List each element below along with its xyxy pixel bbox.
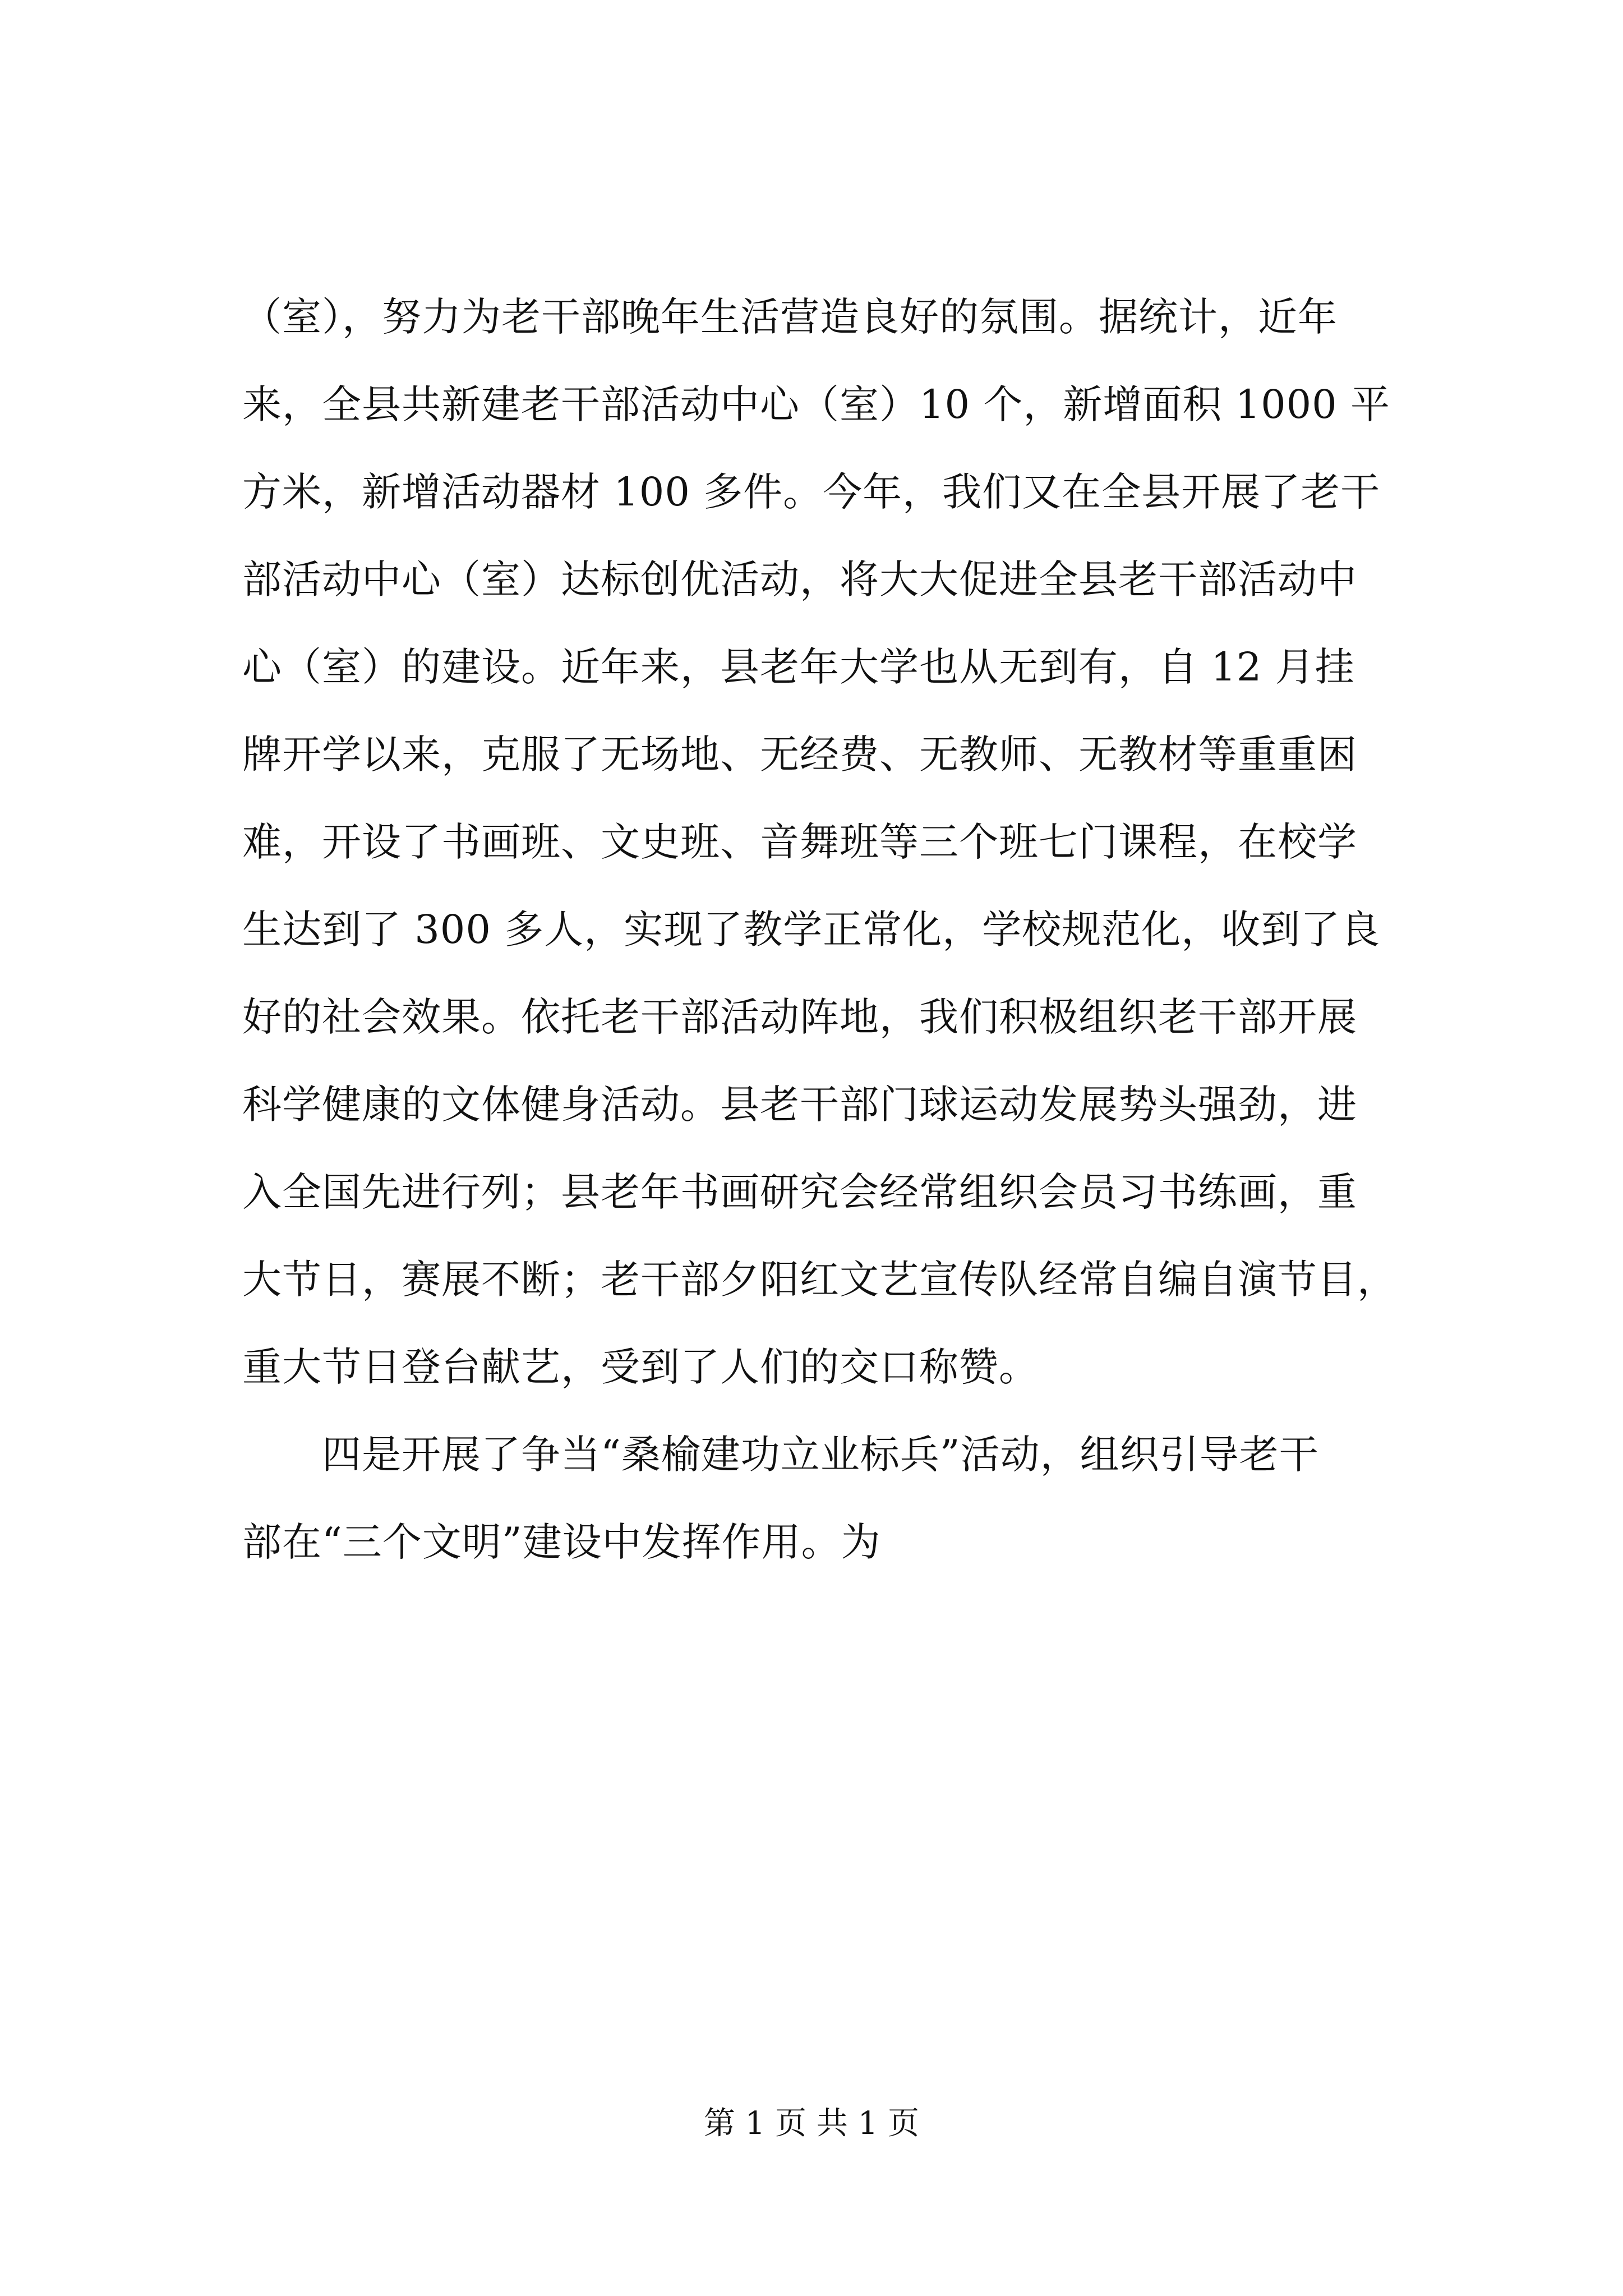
text-line: （室），努力为老干部晚年生活营造良好的氛围。据统计，近年 bbox=[242, 294, 1338, 340]
document-body bbox=[242, 294, 1442, 1610]
text-line: 心（室）的建设。近年来，县老年大学也从无到有，自 12 月挂 bbox=[242, 644, 1355, 690]
text-line: 重大节日登台献艺，受到了人们的交口称赞。 bbox=[242, 1344, 1039, 1390]
text-line: 难，开设了书画班、文史班、音舞班等三个班七门课程，在校学 bbox=[242, 819, 1357, 865]
text-line: 来，全县共新建老干部活动中心（室）10 个，新增面积 1000 平 bbox=[242, 381, 1390, 427]
text-line: 大节日，赛展不断；老干部夕阳红文艺宣传队经常自编自演节目， bbox=[242, 1257, 1397, 1303]
page-number-footer: 第 1 页 共 1 页 bbox=[703, 2105, 920, 2142]
text-line: 牌开学以来，克服了无场地、无经费、无教师、无教材等重重困 bbox=[242, 731, 1357, 777]
text-line: 好的社会效果。依托老干部活动阵地，我们积极组织老干部开展 bbox=[242, 994, 1357, 1040]
text-line: 部在“三个文明”建设中发挥作用。为 bbox=[242, 1519, 881, 1565]
text-line: 科学健康的文体健身活动。县老干部门球运动发展势头强劲，进 bbox=[242, 1082, 1357, 1128]
text-line: 入全国先进行列；县老年书画研究会经常组织会员习书练画，重 bbox=[242, 1169, 1357, 1215]
text-line: 方米，新增活动器材 100 多件。今年，我们又在全县开展了老干 bbox=[242, 469, 1381, 515]
text-line: 生达到了 300 多人，实现了教学正常化，学校规范化，收到了良 bbox=[242, 907, 1381, 953]
text-line: 部活动中心（室）达标创优活动，将大大促进全县老干部活动中 bbox=[242, 556, 1357, 602]
text-line: 四是开展了争当“桑榆建功立业标兵”活动，组织引导老干 bbox=[242, 1432, 1319, 1478]
